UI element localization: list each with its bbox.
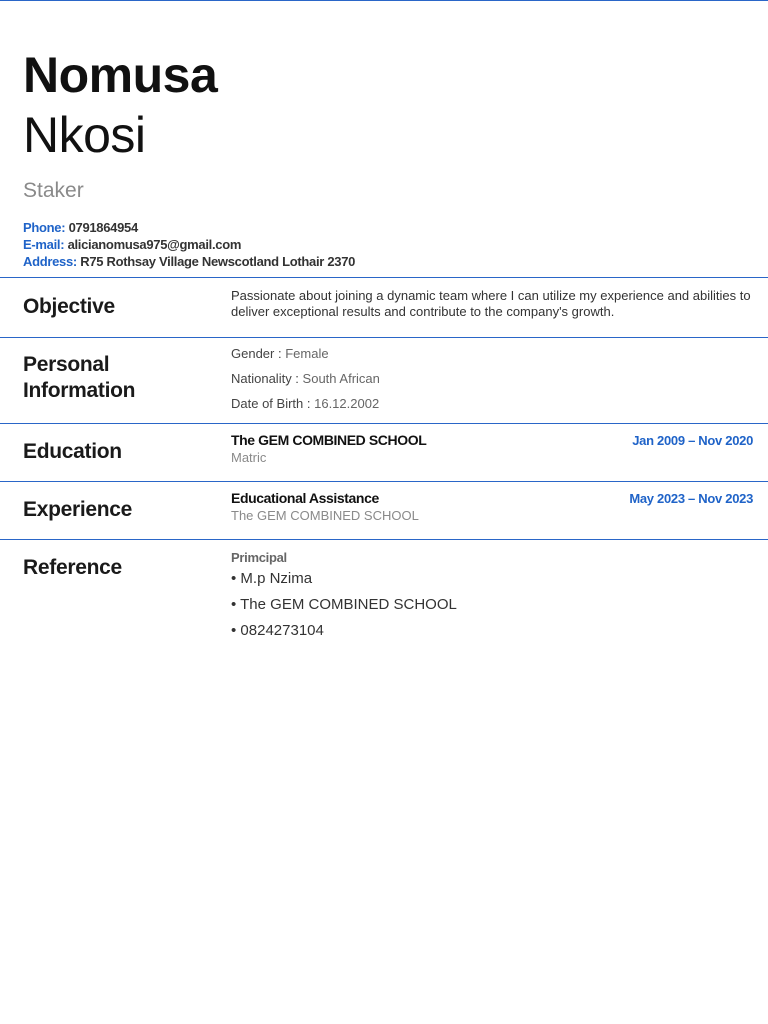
- email-line: [23, 236, 743, 253]
- address-value: R75 Rothsay Village Newscotland Lothair 2370: [80, 254, 356, 269]
- reference-body: [231, 549, 753, 644]
- reference-item: • 0824273104: [231, 622, 324, 639]
- organization-name: The GEM COMBINED SCHOOL: [231, 508, 419, 523]
- last-name: Nkosi: [23, 107, 146, 163]
- dob-line: [231, 391, 753, 416]
- school-name: The GEM COMBINED SCHOOL: [231, 432, 427, 448]
- personal-info-body: [231, 341, 753, 416]
- nationality-label: Nationality :: [231, 371, 299, 386]
- dob-label: Date of Birth :: [231, 396, 311, 411]
- role-title: Educational Assistance: [231, 490, 379, 506]
- top-divider: [0, 0, 768, 1]
- personal-info-title-line1: Personal: [23, 353, 110, 376]
- experience-section: [0, 481, 768, 539]
- objective-title: Objective: [23, 295, 115, 318]
- gender-label: Gender :: [231, 346, 282, 361]
- qualification: Matric: [231, 450, 267, 465]
- dob-value: 16.12.2002: [314, 396, 380, 411]
- experience-dates: May 2023 – Nov 2023: [629, 491, 753, 506]
- education-dates: Jan 2009 – Nov 2020: [632, 433, 753, 448]
- nationality-line: [231, 366, 753, 391]
- experience-title: Experience: [23, 498, 133, 521]
- nationality-value: South African: [302, 371, 380, 386]
- personal-info-title: [23, 352, 135, 404]
- first-name: Nomusa: [23, 47, 218, 103]
- reference-heading: Primcipal: [231, 550, 287, 565]
- objective-text: Passionate about joining a dynamic team where I can utilize my experience and abilities to deliver exceptional results and contribute to the company's growth.: [231, 288, 751, 319]
- reference-item: • The GEM COMBINED SCHOOL: [231, 596, 457, 613]
- reference-item: • M.p Nzima: [231, 570, 313, 587]
- email-label: E-mail:: [23, 237, 65, 252]
- reference-title: Reference: [23, 556, 122, 579]
- objective-section: [0, 277, 768, 337]
- phone-value: 0791864954: [68, 220, 138, 235]
- resume-header: [23, 44, 743, 270]
- personal-info-section: [0, 337, 768, 423]
- address-line: [23, 253, 743, 270]
- education-title: Education: [23, 440, 122, 463]
- phone-label: Phone:: [23, 220, 66, 235]
- gender-line: [231, 341, 753, 366]
- education-entry-header: [231, 432, 753, 449]
- education-section: [0, 423, 768, 481]
- phone-line: [23, 219, 743, 236]
- email-value[interactable]: alicianomusa975@gmail.com: [67, 237, 242, 252]
- gender-value: Female: [285, 346, 329, 361]
- contact-details: [23, 219, 743, 270]
- address-label: Address:: [23, 254, 77, 269]
- personal-info-title-line2: Information: [23, 379, 136, 402]
- job-title: Staker: [23, 179, 84, 202]
- experience-entry-header: [231, 490, 753, 507]
- experience-entry: [231, 490, 753, 524]
- education-entry: [231, 432, 753, 466]
- reference-section: [0, 539, 768, 659]
